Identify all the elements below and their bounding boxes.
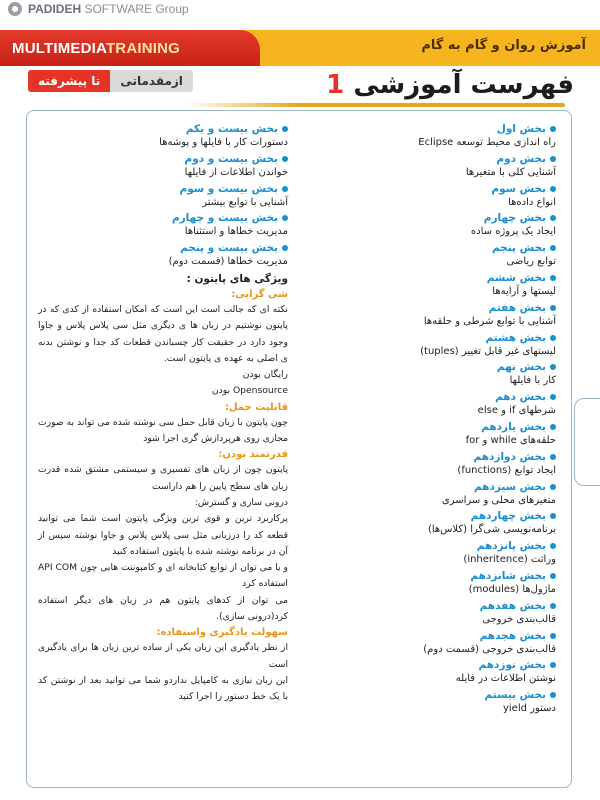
right-section-head: بخش شانزدهم (316, 569, 556, 583)
level-tags (28, 70, 193, 92)
feature-portable-text: چون پایتون با زبان قابل حمل سی نوشته شده می تواند به صورت مجازی روی هرپردازش گری اجرا شود (38, 416, 288, 445)
right-section-text: راه اندازی محیط توسعه Eclipse (418, 137, 556, 148)
right-section-head: بخش نهم (316, 360, 556, 374)
right-section-head: بخش هشتم (316, 331, 556, 345)
left-section-head: بخش بیست و یکم (38, 122, 288, 136)
right-section-head: بخش چهارم (316, 211, 556, 225)
bullet-icon (550, 573, 556, 579)
feature-portable-head: قابلیت حمل: (224, 401, 288, 413)
feature-embedding-text: پرکاربرد ترین و قوی ترین ویژگی پایتون است شما می توانید قطعه کد را درزبانی مثل سی پلاس پلاس و جاوا نوشته سپس از آن در برنامه نوشته شده با پایتون استفاده کنید (38, 513, 288, 557)
right-section-text: توابع ریاضی (506, 256, 556, 268)
brand-logo (8, 2, 189, 16)
bullet-icon (550, 305, 556, 311)
feature-opensource-text: Opensource بودن (211, 385, 288, 397)
bullet-icon (282, 156, 288, 162)
left-section-text: دستورات کار با فایلها و پوشه‌ها (159, 137, 288, 148)
feature-oop-text: نکته ای که جالب است این است که امکان استفاده از کدی که در پایتون نوشتیم در زبان ها ی دیگری مثل سی پلاس پلاس و جاوا وجود دارد در حقیقت کار چسباندن قطعات کد جدا و نوشتن بدنه ی اصلی به عهده ی پایتون است. (38, 303, 288, 364)
right-section-head: بخش هجدهم (316, 629, 556, 643)
right-section-text: دستور yield (502, 703, 556, 715)
left-section-text: مدیریت خطاها (قسمت دوم) (168, 256, 288, 268)
right-section-text: وراثت (inheritence) (463, 554, 556, 566)
tag-advanced: تا پیشرفته (28, 70, 110, 92)
left-section-head: بخش بیست و چهارم (38, 211, 288, 225)
right-section-head: بخش دوم (316, 152, 556, 166)
right-section-head: بخش اول (316, 122, 556, 136)
right-section-head: بخش یازدهم (316, 420, 556, 434)
right-section-text: ایجاد توابع (functions) (457, 464, 556, 476)
right-section-text: لیستها و آرایه‌ها (492, 285, 556, 297)
bullet-icon (550, 454, 556, 460)
right-section-text: شرطهای if و else (477, 405, 556, 417)
bullet-icon (282, 186, 288, 192)
right-section-head: بخش نوزدهم (316, 658, 556, 672)
bullet-icon (550, 245, 556, 251)
right-column (316, 122, 556, 718)
feature-interop-text: می توان از کدهای پایتون هم در زبان های دیگر استفاده کرد(درونی سازی). (38, 594, 288, 623)
top-bar (0, 0, 600, 30)
right-section-head: بخش سوم (316, 182, 556, 196)
right-section-text: برنامه‌نویسی شی‌گرا (کلاس‌ها) (427, 524, 556, 536)
right-section-text: ماژول‌ها (modules) (468, 583, 556, 595)
right-section-head: بخش پنجم (316, 241, 556, 255)
right-section-head: بخش دهم (316, 390, 556, 404)
feature-powerful-text: پایتون چون از زبان های تفسیری و سیستمی مشتق شده قدرت زبان های سطح پایین را هم داراست (38, 464, 288, 492)
right-section-head: بخش هفتم (316, 301, 556, 315)
bullet-icon (282, 126, 288, 132)
side-tab (574, 398, 600, 486)
right-section-text: قالب‌بندی خروجی (قسمت دوم) (423, 643, 556, 655)
right-section-text: متغیرهای محلی و سراسری (441, 494, 556, 506)
right-section-head: بخش بیستم (316, 688, 556, 702)
feature-free-text: رایگان بودن (242, 369, 288, 381)
multimedia-training-label: MULTIMEDIATRAINING (0, 30, 260, 66)
left-section-head: بخش بیست و دوم (38, 152, 288, 166)
bullet-icon (550, 692, 556, 698)
bullet-icon (550, 126, 556, 132)
bullet-icon (550, 603, 556, 609)
brand-logo-icon (8, 2, 22, 16)
bullet-icon (550, 186, 556, 192)
header-banner (0, 30, 600, 66)
feature-powerful-head: قدرتمند بودن: (218, 449, 288, 461)
feature-embedding-head: درونی سازی و گسترش: (194, 496, 288, 508)
bullet-icon (550, 364, 556, 370)
bullet-icon (550, 424, 556, 430)
right-section-head: بخش سیزدهم (316, 480, 556, 494)
right-section-text: ایجاد یک پروژه ساده (470, 226, 556, 238)
right-section-head: بخش چهاردهم (316, 509, 556, 523)
bullet-icon (550, 335, 556, 341)
feature-oop-head: شی گرایی: (231, 288, 288, 300)
title-underline (185, 103, 565, 107)
right-section-text: انواع داده‌ها (508, 196, 556, 208)
bullet-icon (550, 662, 556, 668)
feature-library-text: و یا می توان از توابع کتابخانه ای و کامپوننت هایی چون API COM استفاده کرد (38, 562, 288, 590)
right-section-text: آشنایی با توابع شرطی و حلقه‌ها (423, 315, 556, 327)
feature-nocompile-text: این زبان نیازی به کامپایل نداردو شما می توانید بعد از نوشتن کد با یک خط دستور را اجرا کنید (38, 674, 288, 703)
bullet-icon (550, 275, 556, 281)
right-section-text: لیستهای غیر قابل تغییر (tuples) (420, 345, 556, 357)
right-section-text: نوشتن اطلاعات در فایله (455, 673, 556, 685)
bullet-icon (550, 484, 556, 490)
bullet-icon (550, 543, 556, 549)
left-section-text: خواندن اطلاعات از فایلها (184, 166, 288, 178)
bullet-icon (282, 245, 288, 251)
right-section-text: قالب‌بندی خروجی (482, 613, 556, 625)
right-section-head: بخش دوازدهم (316, 450, 556, 464)
feature-easy-text: از نظر یادگیری این زبان یکی از ساده ترین زبان ها برای یادگیری است (38, 642, 288, 670)
tag-basic: ازمقدماتی (110, 70, 193, 92)
bullet-icon (550, 156, 556, 162)
bullet-icon (550, 215, 556, 221)
right-section-text: کار با فایلها (509, 375, 556, 387)
features-title: ویژگی های پایتون : (186, 272, 288, 285)
right-section-head: بخش پانزدهم (316, 539, 556, 553)
left-column (38, 122, 288, 706)
brand-name: PADIDEH SOFTWARE Group (28, 2, 189, 16)
right-section-text: آشنایی کلی با متغیرها (465, 166, 556, 178)
right-section-text: حلقه‌های while و for (465, 434, 556, 446)
page-title-number: 1 (326, 70, 345, 100)
banner-tagline: آموزش روان و گام به گام (421, 38, 586, 53)
right-section-head: بخش ششم (316, 271, 556, 285)
bullet-icon (550, 394, 556, 400)
page-title: فهرست آموزشی 1 (326, 70, 574, 100)
left-section-head: بخش بیست و پنجم (38, 241, 288, 255)
bullet-icon (550, 633, 556, 639)
right-section-head: بخش هفدهم (316, 599, 556, 613)
left-section-text: مدیریت خطاها و استثناها (184, 226, 288, 238)
left-section-head: بخش بیست و سوم (38, 182, 288, 196)
bullet-icon (550, 513, 556, 519)
bullet-icon (282, 215, 288, 221)
left-section-text: آشنایی با توابع بیشتر (202, 196, 288, 208)
feature-easy-head: سهولت یادگیری واستفاده: (156, 627, 288, 639)
